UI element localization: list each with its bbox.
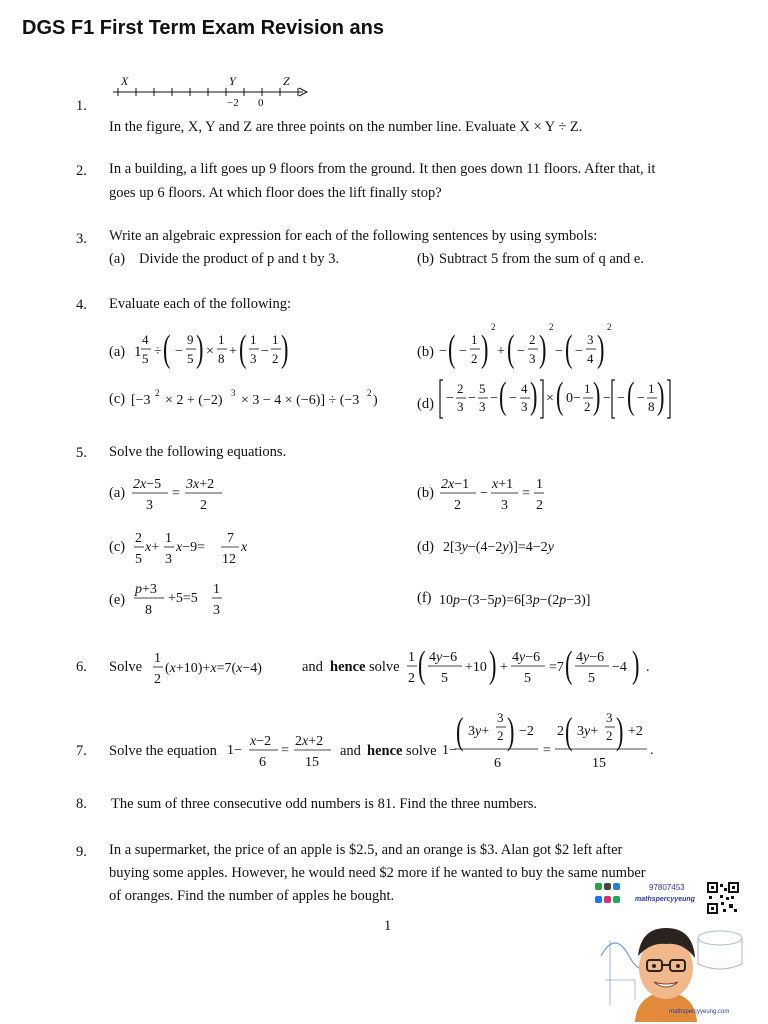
question-7-word-hence: hence: [367, 743, 403, 759]
svg-text:3: 3: [457, 399, 464, 414]
svg-text:−: −: [517, 344, 525, 359]
svg-text:(: (: [556, 373, 564, 417]
svg-text:0: 0: [258, 97, 264, 109]
question-6-number: 6.: [76, 659, 87, 675]
svg-text:15: 15: [592, 756, 606, 771]
avatar-icon: [621, 918, 711, 1022]
question-5c-equation: [131, 525, 261, 569]
question-5-part-d-label: (d): [417, 539, 434, 555]
svg-text:−: −: [575, 344, 583, 359]
svg-text:): ): [530, 373, 538, 417]
question-6-first-equation: [150, 645, 300, 689]
question-6-word-hence: hence: [330, 659, 366, 675]
svg-text:3: 3: [213, 603, 220, 618]
svg-text:2: 2: [154, 672, 161, 687]
svg-text:+: +: [500, 660, 508, 675]
svg-text:2: 2: [200, 498, 207, 513]
svg-text:2x−5: 2x−5: [133, 477, 162, 492]
svg-text:+5=5: +5=5: [168, 591, 198, 606]
question-3-part-b-text: Subtract 5 from the sum of q and e.: [439, 251, 644, 267]
svg-text:1: 1: [134, 344, 142, 360]
svg-text:1: 1: [250, 332, 257, 347]
svg-text:): ): [539, 327, 547, 370]
svg-text:×: ×: [546, 391, 554, 406]
svg-text:3: 3: [587, 332, 594, 347]
svg-text:Y: Y: [229, 74, 236, 88]
svg-text:+: +: [497, 344, 505, 359]
svg-text:−2: −2: [519, 724, 534, 739]
question-4b-expression: [437, 322, 617, 374]
svg-text:4y−6: 4y−6: [429, 650, 458, 665]
svg-text:1−: 1−: [227, 743, 242, 758]
svg-text:−: −: [603, 391, 611, 406]
wechat-icon: [604, 883, 611, 890]
svg-text:5: 5: [441, 671, 448, 686]
svg-text:[−3: [−3: [131, 393, 151, 408]
svg-text:): ): [373, 393, 378, 408]
svg-text:3: 3: [606, 710, 613, 725]
svg-text:+: +: [229, 344, 237, 359]
svg-text:5: 5: [524, 671, 531, 686]
svg-text:2: 2: [529, 332, 536, 347]
svg-text:2: 2: [606, 728, 613, 743]
svg-text:): ): [616, 709, 624, 753]
svg-text:(: (: [565, 327, 573, 370]
svg-text:7: 7: [227, 531, 234, 546]
svg-text:−2: −2: [227, 97, 239, 109]
svg-text:−: −: [509, 391, 517, 406]
svg-text:3: 3: [521, 399, 528, 414]
svg-text:−: −: [637, 391, 645, 406]
question-2-number: 2.: [76, 163, 87, 179]
svg-text:): ): [593, 373, 601, 417]
svg-text:6: 6: [259, 755, 266, 770]
telegram-icon: [613, 883, 620, 890]
svg-text:.: .: [650, 743, 654, 758]
question-3-number: 3.: [76, 231, 87, 247]
question-5-part-e-label: (e): [109, 592, 126, 608]
svg-text:(: (: [499, 373, 507, 417]
svg-text:(: (: [627, 373, 635, 417]
svg-text:=: =: [172, 486, 180, 501]
question-5-number: 5.: [76, 445, 87, 461]
svg-text:3: 3: [479, 399, 486, 414]
svg-text:1: 1: [154, 651, 161, 666]
question-9-number: 9.: [76, 844, 87, 860]
svg-text:Z: Z: [283, 74, 290, 88]
question-5-part-f-label: (f): [417, 590, 432, 606]
svg-text:2[3y−(4−2y)]=4−2y: 2[3y−(4−2y)]=4−2y: [443, 540, 554, 555]
svg-text:10p−(3−5p)=6[3p−(2p−3)]: 10p−(3−5p)=6[3p−(2p−3)]: [439, 593, 591, 608]
svg-text:−: −: [175, 344, 183, 359]
svg-text:2: 2: [497, 728, 504, 743]
svg-text:3y+: 3y+: [468, 724, 490, 739]
svg-text:=: =: [543, 743, 551, 758]
svg-text:2x−1: 2x−1: [441, 477, 470, 492]
svg-text:=: =: [281, 743, 289, 758]
page-number: 1: [384, 918, 392, 934]
question-5-part-b-label: (b): [417, 485, 434, 501]
svg-text:3: 3: [250, 351, 257, 366]
question-5e-equation: [131, 576, 241, 620]
svg-text:−: −: [446, 391, 454, 406]
svg-text:p+3: p+3: [135, 582, 157, 597]
svg-text:8: 8: [145, 603, 152, 618]
contact-handle: mathspercyyeung: [635, 896, 695, 903]
svg-text:2: 2: [272, 351, 279, 366]
svg-text:2: 2: [536, 498, 543, 513]
svg-text:−: −: [439, 344, 447, 359]
svg-text:4: 4: [142, 332, 149, 347]
svg-text:5: 5: [135, 552, 142, 567]
svg-text:2: 2: [549, 322, 554, 332]
question-9-line-3: of oranges. Find the number of apples he bought.: [109, 888, 395, 904]
question-4-number: 4.: [76, 297, 87, 313]
svg-text:2: 2: [367, 388, 372, 398]
question-9-line-2: buying some apples. However, he would need $2 more if he wanted to buy the same number: [109, 865, 646, 881]
svg-text:2: 2: [155, 388, 160, 398]
question-4-part-c-label: (c): [109, 391, 126, 407]
svg-text:1: 1: [648, 381, 655, 396]
svg-text:−: −: [468, 391, 476, 406]
question-4-part-d-label: (d): [417, 396, 434, 412]
svg-text:−: −: [555, 344, 563, 359]
svg-text:1: 1: [584, 381, 591, 396]
svg-text:8: 8: [648, 399, 655, 414]
svg-text:+10: +10: [465, 660, 487, 675]
number-line-figure: [108, 71, 318, 113]
svg-text:(: (: [418, 642, 426, 686]
svg-text:1: 1: [471, 332, 478, 347]
svg-text:6: 6: [494, 756, 501, 771]
line-icon: [613, 896, 620, 903]
question-1-text: In the figure, X, Y and Z are three points on the number line. Evaluate X × Y ÷ Z.: [109, 119, 583, 135]
svg-text:=7: =7: [549, 660, 564, 675]
svg-text:2: 2: [135, 531, 142, 546]
contact-card: [591, 878, 763, 1024]
svg-text:x−9=: x−9=: [176, 540, 206, 555]
svg-text:1: 1: [408, 650, 415, 665]
question-2-line-2: goes up 6 floors. At which floor does the lift finally stop?: [109, 185, 442, 201]
question-5-text: Solve the following equations.: [109, 444, 287, 460]
question-4c-expression: [129, 385, 384, 411]
svg-text:3: 3: [501, 498, 508, 513]
svg-text:4: 4: [587, 351, 594, 366]
svg-text:8: 8: [218, 351, 225, 366]
question-7-word-and: and: [340, 743, 361, 759]
question-4-part-b-label: (b): [417, 344, 434, 360]
svg-text:(: (: [565, 709, 573, 753]
page-title: DGS F1 First Term Exam Revision ans: [22, 17, 384, 39]
svg-text:0−: 0−: [566, 391, 581, 406]
svg-text:−: −: [617, 391, 625, 406]
svg-text:X: X: [121, 74, 129, 88]
svg-text:): ): [597, 327, 605, 370]
svg-text:2: 2: [408, 671, 415, 686]
svg-text:): ): [489, 642, 497, 686]
svg-text:=: =: [522, 486, 530, 501]
svg-text:): ): [657, 373, 665, 417]
question-3-part-a-label: (a): [109, 251, 126, 267]
svg-text:2: 2: [557, 724, 564, 739]
svg-text:x−2: x−2: [250, 734, 272, 749]
question-5a-equation: [130, 471, 240, 515]
facebook-icon: [595, 896, 602, 903]
question-4-part-a-label: (a): [109, 344, 126, 360]
question-7-second-equation: [440, 706, 665, 772]
question-8-text: The sum of three consecutive odd numbers is 81. Find the three numbers.: [111, 796, 538, 812]
svg-text:): ): [281, 327, 289, 370]
question-2-line-1: In a building, a lift goes up 9 floors from the ground. It then goes down 11 floors. After that, it: [109, 161, 656, 177]
question-5d-equation: [441, 533, 611, 559]
question-3-part-a-text: Divide the product of p and t by 3.: [139, 251, 340, 267]
svg-text:3y+: 3y+: [577, 724, 599, 739]
svg-text:2: 2: [607, 322, 612, 332]
svg-text:x: x: [241, 540, 248, 555]
question-4a-expression: [130, 325, 295, 375]
svg-text:1−: 1−: [442, 743, 457, 758]
svg-text:2: 2: [457, 381, 464, 396]
svg-text:+2: +2: [628, 724, 643, 739]
svg-text:2: 2: [454, 498, 461, 513]
svg-text:): ): [632, 642, 640, 686]
contact-website[interactable]: mathspercyyeung.com: [669, 1009, 730, 1015]
svg-text:(: (: [239, 327, 247, 370]
question-3-part-b-label: (b): [417, 251, 434, 267]
svg-text:15: 15: [305, 755, 319, 770]
question-5-part-a-label: (a): [109, 485, 126, 501]
svg-text:3: 3: [497, 710, 504, 725]
svg-text:4y−6: 4y−6: [576, 650, 605, 665]
question-5b-equation: [438, 471, 558, 515]
question-3-text: Write an algebraic expression for each of the following sentences by using symbols:: [109, 228, 598, 244]
svg-text:.: .: [646, 660, 650, 675]
question-4-text: Evaluate each of the following:: [109, 296, 291, 312]
svg-text:1: 1: [165, 531, 172, 546]
svg-text:(: (: [448, 327, 456, 370]
question-6-word-solve-2: solve: [369, 659, 400, 675]
svg-text:12: 12: [222, 552, 236, 567]
question-7-number: 7.: [76, 743, 87, 759]
svg-text:÷: ÷: [154, 344, 162, 359]
svg-text:× 3 − 4 × (−6)] ÷ (−3: × 3 − 4 × (−6)] ÷ (−3: [241, 393, 360, 408]
svg-text:1: 1: [536, 477, 543, 492]
question-6-second-equation: [404, 642, 669, 690]
svg-text:3: 3: [146, 498, 153, 513]
svg-text:(: (: [565, 642, 573, 686]
question-8-number: 8.: [76, 796, 87, 812]
svg-text:x+: x+: [145, 540, 160, 555]
svg-text:−: −: [490, 391, 498, 406]
svg-text:×: ×: [206, 344, 214, 359]
svg-text:3: 3: [165, 552, 172, 567]
svg-text:−: −: [459, 344, 467, 359]
svg-text:(: (: [163, 327, 171, 370]
svg-text:2: 2: [584, 399, 591, 414]
svg-text:1: 1: [272, 332, 279, 347]
svg-text:5: 5: [479, 381, 486, 396]
svg-text:1: 1: [213, 582, 220, 597]
svg-text:): ): [507, 709, 515, 753]
svg-text:): ): [481, 327, 489, 370]
svg-text:): ): [196, 327, 204, 370]
question-7-first-equation: [225, 728, 337, 772]
svg-text:5: 5: [588, 671, 595, 686]
question-5-part-c-label: (c): [109, 539, 126, 555]
svg-text:3: 3: [529, 351, 536, 366]
question-9-line-1: In a supermarket, the price of an apple is $2.5, and an orange is $3. Alan got $2 left after: [109, 842, 623, 858]
svg-text:−: −: [261, 344, 269, 359]
question-1-number: 1.: [76, 98, 87, 114]
svg-text:−: −: [480, 486, 488, 501]
svg-text:2: 2: [471, 351, 478, 366]
svg-text:(: (: [456, 709, 464, 753]
svg-text:2x+2: 2x+2: [295, 734, 324, 749]
svg-text:4y−6: 4y−6: [512, 650, 541, 665]
svg-text:3: 3: [231, 388, 236, 398]
svg-text:(x+10)+x=7(x−4): (x+10)+x=7(x−4): [165, 661, 262, 676]
question-5f-equation: [437, 586, 647, 612]
svg-text:1: 1: [218, 332, 225, 347]
svg-text:2: 2: [491, 322, 496, 332]
question-7-words-solve-the-equation: Solve the equation: [109, 743, 217, 759]
svg-text:3x+2: 3x+2: [186, 477, 215, 492]
svg-text:5: 5: [142, 351, 149, 366]
svg-text:−4: −4: [612, 660, 627, 675]
svg-text:4: 4: [521, 381, 528, 396]
question-6-word-and: and: [302, 659, 323, 675]
svg-text:x+1: x+1: [492, 477, 514, 492]
svg-text:5: 5: [187, 351, 194, 366]
question-6-word-solve: Solve: [109, 659, 143, 675]
svg-text:(: (: [507, 327, 515, 370]
contact-phone: 97807453: [649, 883, 685, 892]
question-7-word-solve: solve: [406, 743, 437, 759]
whatsapp-icon: [595, 883, 602, 890]
question-4d-expression: [437, 373, 677, 422]
svg-text:9: 9: [187, 332, 194, 347]
svg-text:× 2 + (−2): × 2 + (−2): [165, 393, 223, 408]
instagram-icon: [604, 896, 611, 903]
